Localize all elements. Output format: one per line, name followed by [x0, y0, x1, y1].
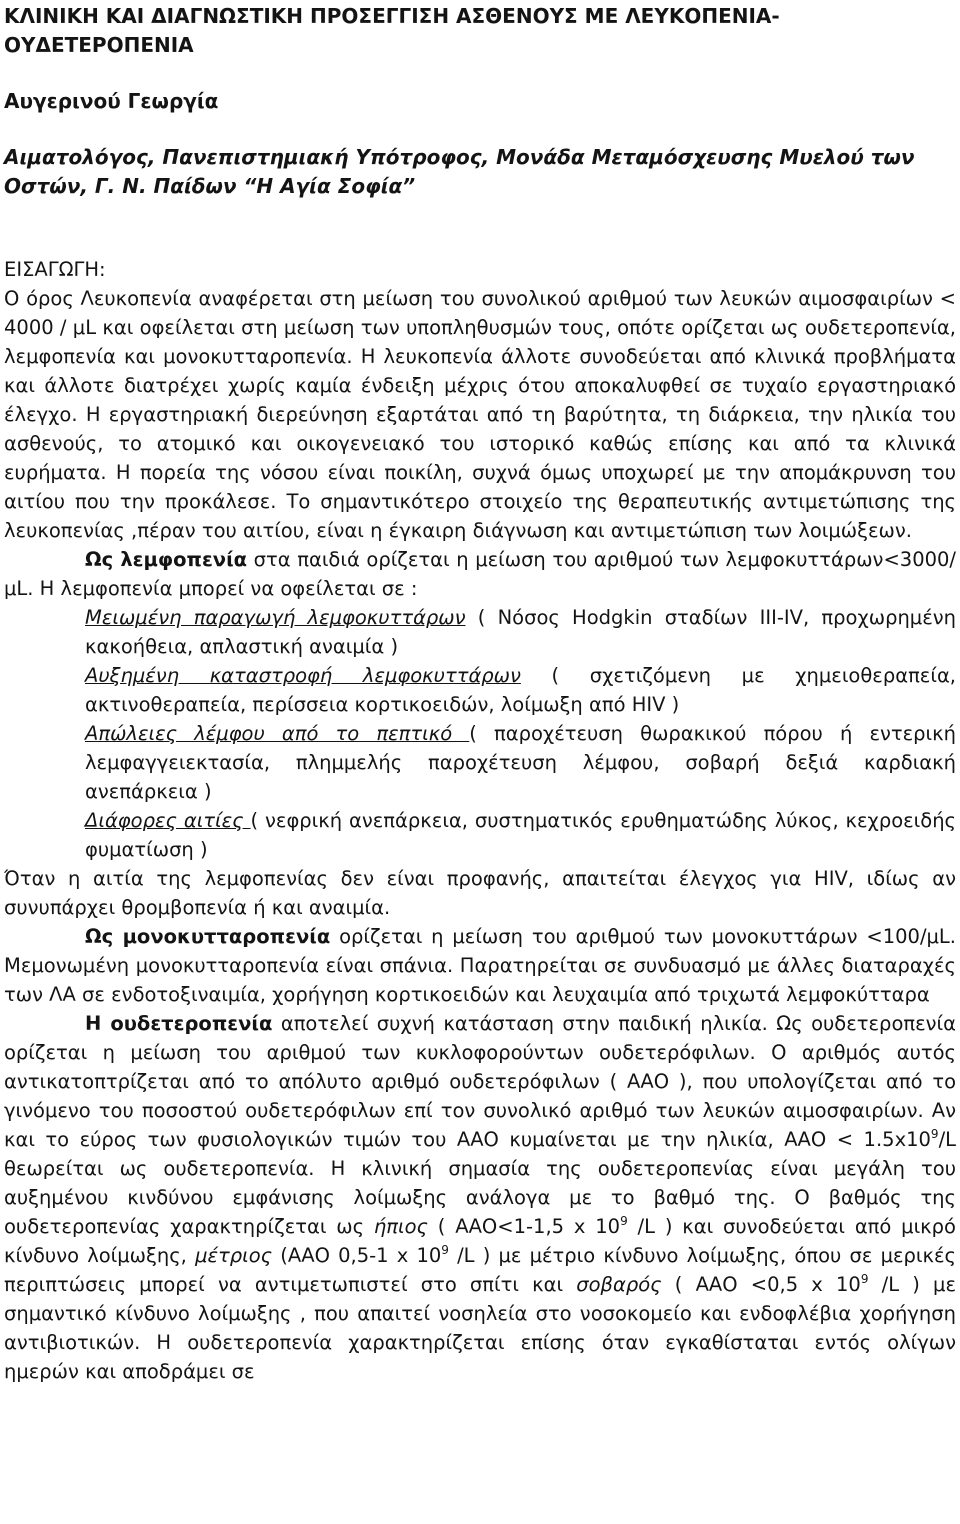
document-title: ΚΛΙΝΙΚΗ ΚΑΙ ΔΙΑΓΝΩΣΤΙΚΗ ΠΡΟΣΕΓΓΙΣΗ ΑΣΘΕΝΟΥΣ ΜΕ ΛΕΥΚΟΠΕΝΙΑ- ΟΥΔΕΤΕΡΟΠΕΝΙΑ	[4, 4, 780, 57]
exponent: 9	[620, 1214, 628, 1228]
grade-mild: ήπιος	[373, 1215, 428, 1238]
intro-paragraph: Ο όρος Λευκοπενία αναφέρεται στη μείωση του συνολικού αριθμού των λευκών αιμοσφαιρίων < 4000 / μL και οφείλεται στη μείωση των υποπληθυσμών τους, οπότε ορίζεται ως ουδετεροπενία, λεμφοπενία και μονοκυτταροπενία. Η λευκοπενία άλλοτε συνοδεύεται από κλινικά προβλήματα και άλλοτε διατρέχει χωρίς καμία ένδειξη μέχρις ότου αποκαλυφθεί σε τυχαίο εργαστηριακό έλεγχο. Η εργαστηριακή διερεύνηση εξαρτάται από τη βαρύτητα, τη διάρκεια, την ηλικία του ασθενούς, το ατομικό και οικογενειακό του ιστορικό καθώς επίσης και από τα κλινικά ευρήματα. Η πορεία της νόσου είναι ποικίλη, συχνά όμως υποχωρεί με την απομάκρυνση του αιτίου που την προκάλεσε. Το σημαντικότερο στοιχείο της θεραπευτικής αντιμετώπισης της λευκοπενίας ,πέραν του αιτίου, είναι η έγκαιρη διάγνωση και αντιμετώπιση των λοιμώξεων.	[4, 287, 956, 542]
cause-label: Απώλειες λέμφου από το πεπτικό	[85, 722, 470, 745]
author-name: Αυγερινού Γεωργία	[4, 89, 219, 113]
lymphopenia-cause-4	[4, 806, 956, 864]
lymphopenia-cause-2	[4, 661, 956, 719]
lymphopenia-cause-3	[4, 719, 956, 806]
neutropenia-text: ( ΑΑΟ <0,5 x 10	[661, 1273, 861, 1296]
exponent: 9	[930, 1127, 939, 1141]
neutropenia-text: /L ) και συνοδεύεται από μικρό κίνδυνο λοίμωξης,	[4, 1215, 956, 1267]
neutropenia-text: ( ΑΑΟ<1-1,5 x 10	[427, 1215, 621, 1238]
neutropenia-text: αποτελεί συχνή κατάσταση στην παιδική ηλικία. Ως ουδετεροπενία ορίζεται η μείωση του αριθμού των κυκλοφορούντων ουδετερόφιλων. Ο αριθμός αυτός αντικατοπτρίζεται από το απόλυτο αριθμό ουδετερόφιλων ( ΑΑΟ ), που υπολογίζεται από το γινόμενο του ποσοστού ουδετερόφιλων επί τον συνολικό αριθμό των λευκών αιμοσφαιρίων. Αν και το εύρος των φυσιολογικών τιμών του ΑΑΟ κυμαίνεται με την ηλικία, ΑΑΟ < 1.5x10	[4, 1012, 956, 1151]
monocytopenia-text: ορίζεται η μείωση του αριθμού των μονοκυττάρων <100/μL. Μεμονωμένη μονοκυτταροπενία είναι σπάνια. Παρατηρείται σε συνδυασμό με άλλες διαταραχές των ΛΑ σε ενδοτοξιναιμία, χορήγηση κορτικοειδών και λευχαιμία από τριχωτά λεμφοκύτταρα	[4, 925, 956, 1006]
neutropenia-text: (ΑΑΟ 0,5-1 x 10	[272, 1244, 442, 1267]
cause-text: ( παροχέτευση θωρακικού πόρου ή εντερική λεμφαγγειεκτασία, πλημμελής παροχέτευση λέμφου, σοβαρή δεξιά καρδιακή ανεπάρκεια )	[85, 722, 956, 803]
neutropenia-paragraph	[4, 1009, 956, 1386]
lymphopenia-definition-text: στα παιδιά ορίζεται η μείωση του αριθμού των λεμφοκυττάρων<3000/μL. Η λεμφοπενία μπορεί να οφείλεται σε :	[4, 548, 956, 600]
section-heading-introduction: ΕΙΣΑΓΩΓΗ:	[4, 258, 106, 281]
lymphopenia-term: Ως λεμφοπενία	[85, 548, 248, 571]
grade-moderate: μέτριος	[195, 1244, 273, 1267]
neutropenia-text: /L ) με σημαντικό κίνδυνο λοίμωξης , που απαιτεί νοσηλεία στο νοσοκομείο και ενδοφλέβια χορήγηση αντιβιοτικών. Η ουδετεροπενία χαρακτηρίζεται επίσης όταν εγκαθίσταται εντός ολίγων ημερών και αποδράμει σε	[4, 1273, 956, 1383]
cause-text: ( Νόσος Hodgkin σταδίων III-IV, προχωρημένη κακοήθεια, απλαστική αναιμία )	[85, 606, 956, 658]
neutropenia-text: /L ) με μέτριο κίνδυνο λοίμωξης, όπου σε μερικές περιπτώσεις μπορεί να αντιμετωπιστεί στο σπίτι και	[4, 1244, 956, 1296]
lymphopenia-definition	[4, 545, 956, 603]
monocytopenia-paragraph	[4, 922, 956, 1009]
cause-label: Αυξημένη καταστροφή λεμφοκυττάρων	[85, 664, 521, 687]
grade-severe: σοβαρός	[576, 1273, 662, 1296]
exponent: 9	[441, 1243, 449, 1257]
neutropenia-text: /L θεωρείται ως ουδετεροπενία. Η κλινική σημασία της ουδετεροπενίας είναι μεγάλη του αυξημένου κινδύνου εμφάνισης λοίμωξης ανάλογα με το βαθμό της. Ο βαθμός της ουδετεροπενίας χαρακτηρίζεται ως	[4, 1128, 956, 1238]
neutropenia-term: Η ουδετεροπενία	[85, 1012, 273, 1035]
cause-text: ( σχετιζόμενη με χημειοθεραπεία, ακτινοθεραπεία, περίσσεια κορτικοειδών, λοίμωξη από HIV )	[85, 664, 956, 716]
hiv-testing-note: Όταν η αιτία της λεμφοπενίας δεν είναι προφανής, απαιτείται έλεγχος για HIV, ιδίως αν συνυπάρχει θρομβοπενία ή και αναιμία.	[4, 867, 956, 919]
exponent: 9	[860, 1272, 869, 1286]
cause-label: Μειωμένη παραγωγή λεμφοκυττάρων	[85, 606, 466, 629]
lymphopenia-cause-1	[4, 603, 956, 661]
author-affiliation: Αιματολόγος, Πανεπιστημιακή Υπότροφος, Μονάδα Μεταμόσχευσης Μυελού των Οστών, Γ. Ν. Παίδων “Η Αγία Σοφία”	[4, 145, 915, 198]
cause-label: Διάφορες αιτίες	[85, 809, 251, 832]
cause-text: ( νεφρική ανεπάρκεια, συστηματικός ερυθηματώδης λύκος, κεχροειδής φυματίωση )	[85, 809, 957, 861]
monocytopenia-term: Ως μονοκυτταροπενία	[85, 925, 331, 948]
